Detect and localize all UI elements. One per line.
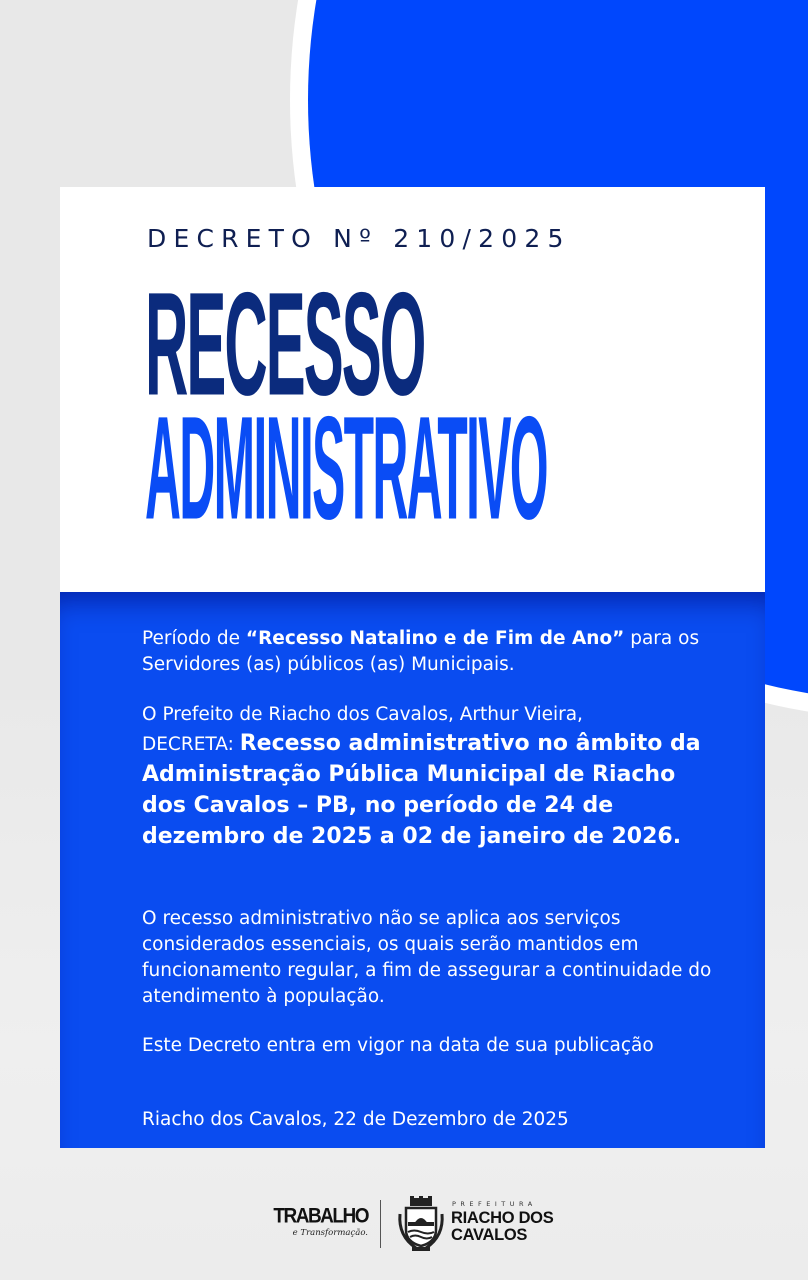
slogan-main: TRABALHO [273,1204,368,1228]
slogan-sub: e Transformação. [292,1228,368,1238]
logo-divider [380,1200,381,1248]
municipal-coat-of-arms-icon [396,1196,446,1252]
mayor-statement: O Prefeito de Riacho dos Cavalos, Arthur Vieira, [142,704,583,725]
paragraph-decree [142,702,712,852]
city-name-line2: CAVALOS [451,1226,528,1244]
decreta-label: DECRETA: [142,734,240,755]
period-intro: Período de [142,628,246,649]
decree-body: Recesso administrativo no âmbito da Administração Pública Municipal de Riacho dos Cavalos – PB, no período de 24 de dezembro de 2025 a 02 de janeiro de 2026. [142,731,701,849]
title-administrativo: ADMINISTRATIVO [145,386,547,551]
footer-logos [258,1196,558,1252]
prefeitura-label: PREFEITURA [452,1200,537,1208]
city-name-line1: RIACHO DOS [451,1209,554,1227]
paragraph-exceptions: O recesso administrativo não se aplica aos serviços considerados essenciais, os quais serão mantidos em funcionamento regular, a fim de assegurar a continuidade do atendimento à população. [142,908,712,1007]
paragraph-period [142,626,712,678]
period-audience: para os Servidores (as) públicos (as) Municipais. [142,628,700,675]
city-name [451,1210,553,1244]
title-recesso: RECESSO [145,262,425,427]
slogan-logo [258,1206,368,1238]
paragraph-effective: Este Decreto entra em vigor na data de sua publicação [142,1035,654,1056]
period-name: “Recesso Natalino e de Fim de Ano” [245,628,625,649]
decree-number: DECRETO Nº 210/2025 [147,224,571,253]
place-and-date: Riacho dos Cavalos, 22 de Dezembro de 2025 [142,1109,569,1130]
